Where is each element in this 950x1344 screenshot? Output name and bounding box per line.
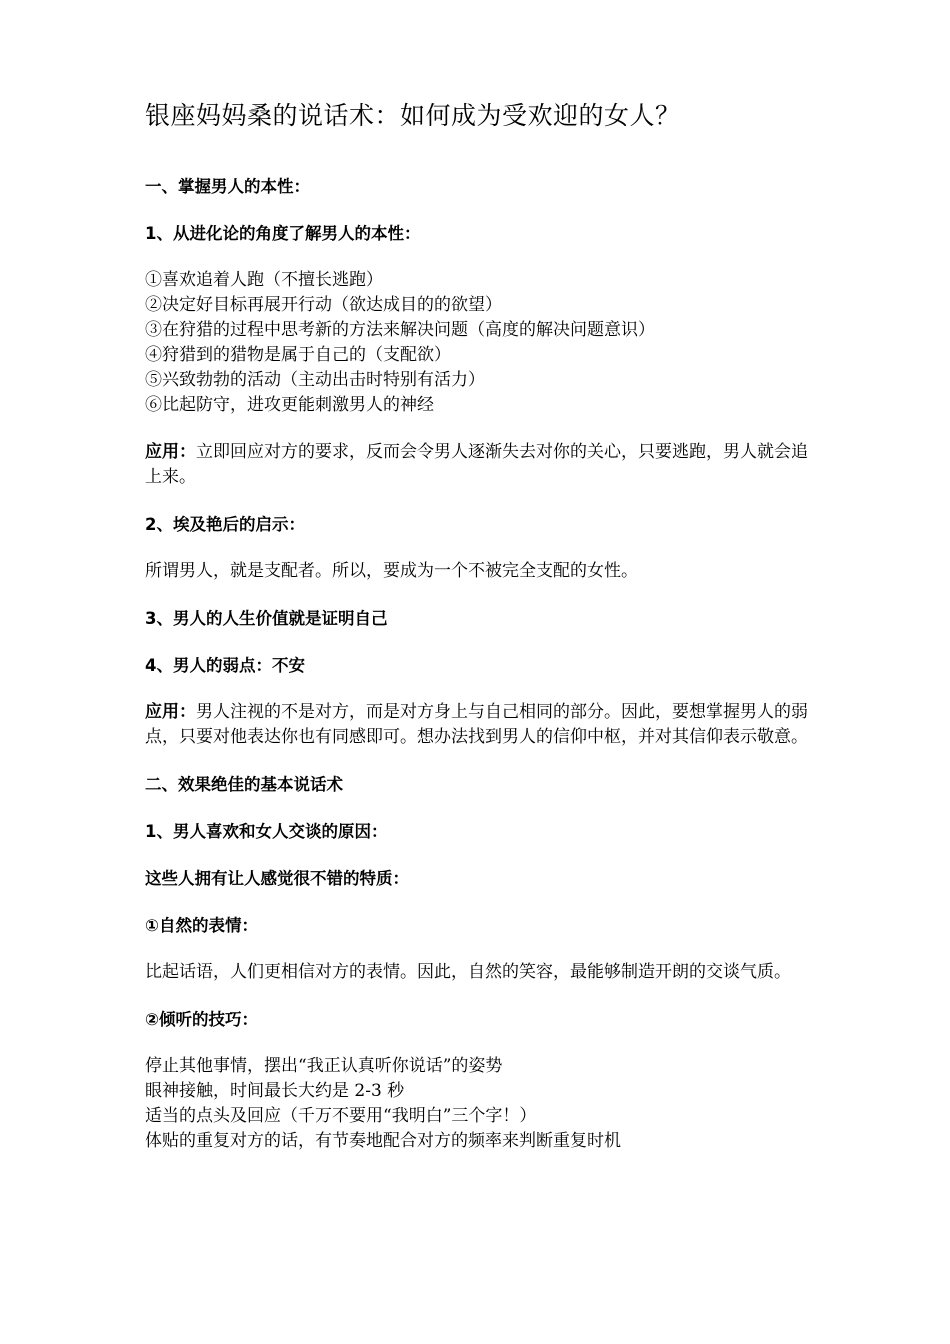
list-item: ④狩猎到的猎物是属于自己的（支配欲）: [145, 345, 451, 365]
subsection-heading-1-2: 2、埃及艳后的启示：: [145, 515, 305, 534]
paragraph-expression: 比起话语，人们更相信对方的表情。因此，自然的笑容，最能够制造开朗的交谈气质。: [145, 962, 791, 982]
list-item: 停止其他事情，摆出“我正认真听你说话”的姿势: [145, 1056, 503, 1076]
quality-heading-2: ②倾听的技巧：: [145, 1010, 258, 1029]
list-item: ⑥比起防守，进攻更能刺激男人的神经: [145, 395, 434, 415]
intro-heading: 这些人拥有让人感觉很不错的特质：: [145, 869, 409, 888]
section-heading-1: 一、掌握男人的本性：: [145, 177, 310, 196]
subsection-heading-1-4: 4、男人的弱点：不安: [145, 656, 305, 675]
list-item: ③在狩猎的过程中思考新的方法来解决问题（高度的解决问题意识）: [145, 320, 655, 340]
subsection-heading-1-1: 1、从进化论的角度了解男人的本性：: [145, 224, 421, 243]
section-heading-2: 二、效果绝佳的基本说话术: [145, 775, 343, 794]
subsection-heading-2-1: 1、男人喜欢和女人交谈的原因：: [145, 822, 388, 841]
document-content: [145, 98, 817, 1176]
quality-heading-1: ①自然的表情：: [145, 916, 258, 935]
list-item: 适当的点头及回应（千万不要用“我明白”三个字！）: [145, 1106, 537, 1126]
paragraph-cleopatra: 所谓男人，就是支配者。所以，要成为一个不被完全支配的女性。: [145, 561, 638, 581]
subsection-heading-1-3: 3、男人的人生价值就是证明自己: [145, 609, 388, 628]
list-item: ②决定好目标再展开行动（欲达成目的的欲望）: [145, 295, 502, 315]
page-title: 银座妈妈桑的说话术：如何成为受欢迎的女人？: [145, 101, 681, 130]
application-paragraph-1: [145, 440, 817, 490]
application-label: 应用：: [145, 442, 196, 462]
application-label: 应用：: [145, 702, 196, 722]
application-paragraph-2: [145, 700, 817, 750]
application-text: 男人注视的不是对方，而是对方身上与自己相同的部分。因此，要想掌握男人的弱点，只要对他表达你也有同感即可。想办法找到男人的信仰中枢，并对其信仰表示敬意。: [145, 702, 808, 747]
nature-list: [145, 268, 817, 418]
list-item: 眼神接触，时间最长大约是 2-3 秒: [145, 1081, 405, 1101]
application-text: 立即回应对方的要求，反而会令男人逐渐失去对你的关心，只要逃跑，男人就会追上来。: [145, 442, 808, 487]
list-item: 体贴的重复对方的话，有节奏地配合对方的频率来判断重复时机: [145, 1131, 621, 1151]
listening-list: [145, 1054, 817, 1154]
list-item: ⑤兴致勃勃的活动（主动出击时特别有活力）: [145, 370, 485, 390]
list-item: ①喜欢追着人跑（不擅长逃跑）: [145, 270, 383, 290]
